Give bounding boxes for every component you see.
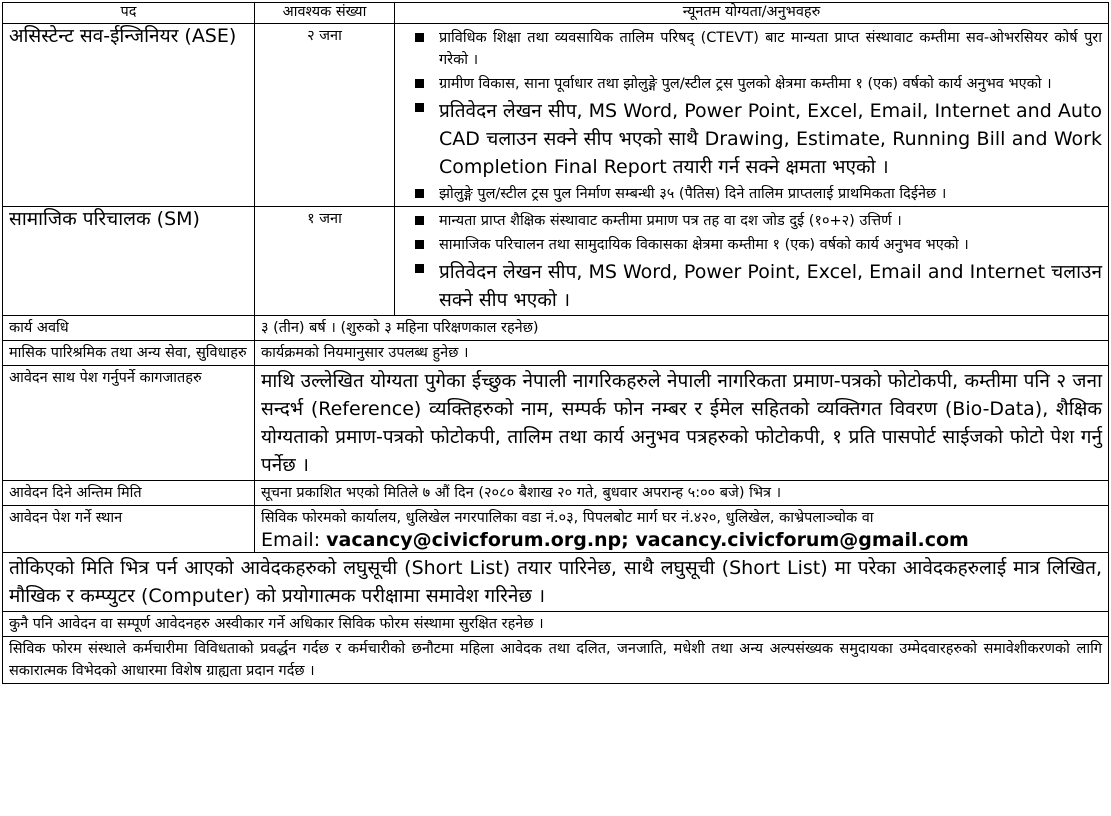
position-row-ase — [3, 24, 1109, 207]
bullet-icon — [415, 216, 424, 225]
list-item: प्रतिवेदन लेखन सीप, MS Word, Power Point, Excel, Email and Internet चलाउन सक्ने सीप भएको । — [401, 258, 1102, 314]
detail-label: मासिक पारिश्रमिक तथा अन्य सेवा, सुविधाहरु — [3, 341, 255, 366]
qualification-list — [401, 27, 1102, 205]
header-position: पद — [3, 3, 255, 24]
detail-row-deadline — [3, 481, 1109, 506]
email-addresses[interactable]: vacancy@civicforum.org.np; vacancy.civicforum@gmail.com — [326, 529, 969, 551]
vacancy-table — [2, 2, 1109, 684]
detail-label: आवेदन साथ पेश गर्नुपर्ने कागजातहरु — [3, 366, 255, 481]
detail-row-documents — [3, 366, 1109, 481]
bullet-icon — [415, 103, 424, 112]
bullet-icon — [415, 33, 424, 42]
bullet-icon — [415, 240, 424, 249]
note-row-inclusion — [3, 637, 1109, 684]
header-qualification: न्यूनतम योग्यता/अनुभवहरु — [395, 3, 1109, 24]
list-item: सामाजिक परिचालन तथा सामुदायिक विकासका क्षेत्रमा कम्तीमा १ (एक) वर्षको कार्य अनुभव भएको । — [401, 234, 1102, 256]
position-row-sm — [3, 207, 1109, 316]
detail-label: आवेदन पेश गर्ने स्थान — [3, 506, 255, 553]
list-item: मान्यता प्राप्त शैक्षिक संस्थावाट कम्तीमा प्रमाण पत्र तह वा दश जोड दुई (१०+२) उत्तिर्ण । — [401, 210, 1102, 232]
detail-row-location — [3, 506, 1109, 553]
bullet-icon — [415, 264, 424, 273]
detail-value: कार्यक्रमको नियमानुसार उपलब्ध हुनेछ । — [255, 341, 1109, 366]
note-shortlist: तोकिएको मिति भित्र पर्न आएको आवेदकहरुको लघुसूची (Short List) तयार पारिनेछ, साथै लघुसूची (Short List) मा परेका आवेदकहरुलाई मात्र लिखित, मौखिक र कम्प्युटर (Computer) को प्रयोगात्मक परीक्षामा समावेश गरिनेछ । — [3, 553, 1109, 612]
email-line — [261, 529, 1102, 551]
detail-value: माथि उल्लेखित योग्यता पुगेका ईच्छुक नेपाली नागरिकहरुले नेपाली नागरिकता प्रमाण-पत्रको फोटोकपी, कम्तीमा पनि २ जना सन्दर्भ (Reference) व्यक्तिहरुको नाम, सम्पर्क फोन नम्बर र ईमेल सहितको व्यक्तिगत विवरण (Bio-Data), शैक्षिक योग्यताको प्रमाण-पत्रको फोटोकपी, तालिम तथा कार्य अनुभव पत्रहरुको फोटोकपी, १ प्रति पासपोर्ट साईजको फोटो पेश गर्नु पर्नेछ । — [255, 366, 1109, 481]
list-item: प्रतिवेदन लेखन सीप, MS Word, Power Point, Excel, Email, Internet and Auto CAD चलाउन सक्ने सीप भएको साथै Drawing, Estimate, Running Bill and Work Completion Final Report तयारी गर्न सक्ने क्षमता भएको । — [401, 97, 1102, 181]
qualification-list — [401, 210, 1102, 314]
detail-value: सूचना प्रकाशित भएको मितिले ७ औं दिन (२०८० बैशाख २० गते, बुधवार अपरान्ह ५:०० बजे) भित्र । — [255, 481, 1109, 506]
bullet-icon — [415, 79, 424, 88]
list-item: प्राविधिक शिक्षा तथा व्यवसायिक तालिम परिषद् (CTEVT) बाट मान्यता प्राप्त संस्थावाट कम्तीमा सव-ओभरसियर कोर्ष पुरा गरेको । — [401, 27, 1102, 71]
detail-label: आवेदन दिने अन्तिम मिति — [3, 481, 255, 506]
position-count: २ जना — [255, 24, 395, 207]
position-name: असिस्टेन्ट सव-ईन्जिनियर (ASE) — [3, 24, 255, 207]
detail-label: कार्य अवधि — [3, 316, 255, 341]
bullet-icon — [415, 189, 424, 198]
note-rights: कुनै पनि आवेदन वा सम्पूर्ण आवेदनहरु अस्वीकार गर्ने अधिकार सिविक फोरम संस्थामा सुरक्षित रहनेछ । — [3, 612, 1109, 637]
position-count: १ जना — [255, 207, 395, 316]
note-inclusion: सिविक फोरम संस्थाले कर्मचारीमा विविधताको प्रवर्द्धन गर्दछ र कर्मचारीको छनौटमा महिला आवेदक तथा दलित, जनजाति, मधेशी तथा अन्य अल्पसंख्यक समुदायका उम्मेदवारहरुको समावेशीकरणको लागि सकारात्मक विभेदको आधारमा विशेष ग्राह्यता प्रदान गर्दछ । — [3, 637, 1109, 684]
qualification-cell — [395, 24, 1109, 207]
detail-row-duration — [3, 316, 1109, 341]
detail-value: ३ (तीन) बर्ष । (शुरुको ३ महिना परिक्षणकाल रहनेछ) — [255, 316, 1109, 341]
detail-row-salary — [3, 341, 1109, 366]
position-name: सामाजिक परिचालक (SM) — [3, 207, 255, 316]
qualification-cell — [395, 207, 1109, 316]
email-prefix: Email: — [261, 529, 327, 551]
note-row-shortlist — [3, 553, 1109, 612]
list-item: ग्रामीण विकास, साना पूर्वाधार तथा झोलुङ्गे पुल/स्टील ट्रस पुलको क्षेत्रमा कम्तीमा १ (एक) वर्षको कार्य अनुभव भएको । — [401, 73, 1102, 95]
list-item: झोलुङ्गे पुल/स्टील ट्रस पुल निर्माण सम्बन्धी ३५ (पैतिस) दिने तालिम प्राप्तलाई प्राथमिकता दिईनेछ । — [401, 183, 1102, 205]
note-row-rights — [3, 612, 1109, 637]
detail-value — [255, 506, 1109, 553]
location-address: सिविक फोरमको कार्यालय, धुलिखेल नगरपालिका वडा नं.०३, पिपलबोट मार्ग घर नं.४२०, धुलिखेल, काभ्रेपलाञ्चोक वा — [261, 510, 874, 526]
vacancy-notice — [2, 2, 1109, 684]
header-required-count: आवश्यक संख्या — [255, 3, 395, 24]
table-header-row — [3, 3, 1109, 24]
